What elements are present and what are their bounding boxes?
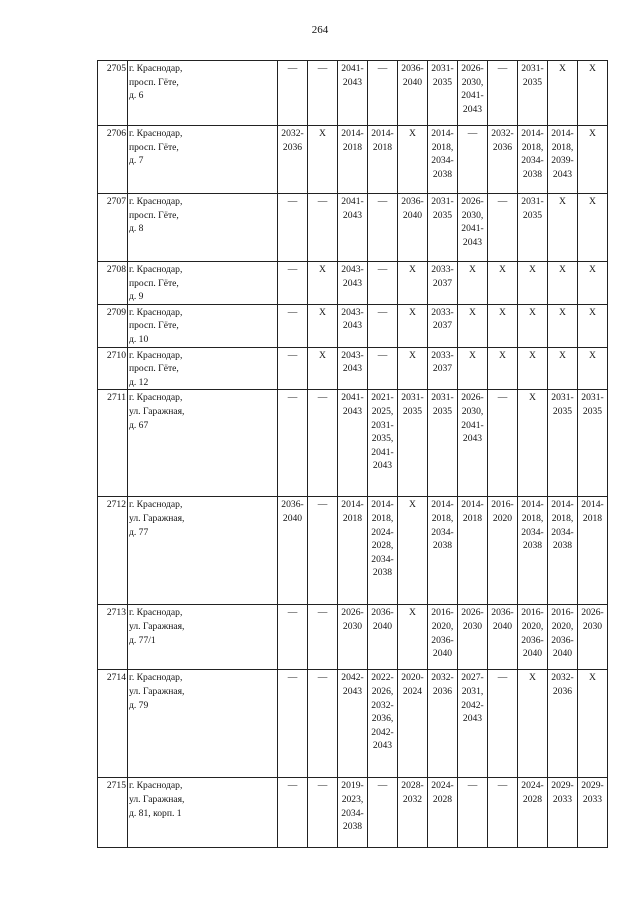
period-cell: — bbox=[488, 194, 518, 262]
period-cell: X bbox=[458, 347, 488, 390]
period-cell: 2032- 2036 bbox=[488, 126, 518, 194]
period-cell: 2031- 2035 bbox=[518, 61, 548, 126]
period-cell: X bbox=[578, 194, 608, 262]
period-cell: — bbox=[488, 778, 518, 848]
table-row bbox=[98, 61, 608, 126]
period-cell: X bbox=[488, 304, 518, 347]
period-cell: X bbox=[518, 390, 548, 497]
period-cell: 2033- 2037 bbox=[428, 304, 458, 347]
period-cell: 2029- 2033 bbox=[548, 778, 578, 848]
period-cell: 2042- 2043 bbox=[338, 670, 368, 778]
period-cell: 2016- 2020, 2036- 2040 bbox=[518, 605, 548, 670]
row-number: 2707 bbox=[98, 194, 128, 262]
row-number: 2715 bbox=[98, 778, 128, 848]
period-cell: 2014- 2018, 2034- 2038 bbox=[548, 497, 578, 605]
period-cell: 2014- 2018, 2034- 2038 bbox=[428, 497, 458, 605]
period-cell: 2016- 2020, 2036- 2040 bbox=[548, 605, 578, 670]
address-cell: г. Краснодар, ул. Гаражная, д. 79 bbox=[128, 670, 278, 778]
period-cell: — bbox=[308, 497, 338, 605]
row-number: 2709 bbox=[98, 304, 128, 347]
period-cell: — bbox=[278, 304, 308, 347]
period-cell: 2031- 2035 bbox=[548, 390, 578, 497]
period-cell: — bbox=[368, 61, 398, 126]
row-number: 2711 bbox=[98, 390, 128, 497]
period-cell: — bbox=[368, 304, 398, 347]
period-cell: 2024- 2028 bbox=[518, 778, 548, 848]
period-cell: 2014- 2018, 2034- 2038 bbox=[518, 497, 548, 605]
schedule-table bbox=[97, 60, 608, 848]
period-cell: 2036- 2040 bbox=[488, 605, 518, 670]
period-cell: 2031- 2035 bbox=[428, 390, 458, 497]
address-cell: г. Краснодар, просп. Гёте, д. 7 bbox=[128, 126, 278, 194]
address-cell: г. Краснодар, ул. Гаражная, д. 77 bbox=[128, 497, 278, 605]
period-cell: — bbox=[368, 778, 398, 848]
period-cell: — bbox=[308, 390, 338, 497]
period-cell: X bbox=[398, 126, 428, 194]
period-cell: 2026- 2030, 2041- 2043 bbox=[458, 390, 488, 497]
period-cell: — bbox=[488, 390, 518, 497]
period-cell: X bbox=[398, 347, 428, 390]
period-cell: X bbox=[548, 347, 578, 390]
period-cell: 2014- 2018 bbox=[578, 497, 608, 605]
period-cell: 2027- 2031, 2042- 2043 bbox=[458, 670, 488, 778]
address-cell: г. Краснодар, просп. Гёте, д. 10 bbox=[128, 304, 278, 347]
period-cell: 2029- 2033 bbox=[578, 778, 608, 848]
address-cell: г. Краснодар, просп. Гёте, д. 6 bbox=[128, 61, 278, 126]
period-cell: X bbox=[458, 262, 488, 305]
period-cell: 2026- 2030 bbox=[458, 605, 488, 670]
row-number: 2708 bbox=[98, 262, 128, 305]
period-cell: X bbox=[398, 497, 428, 605]
period-cell: 2041- 2043 bbox=[338, 61, 368, 126]
table-row bbox=[98, 497, 608, 605]
period-cell: X bbox=[548, 194, 578, 262]
address-cell: г. Краснодар, ул. Гаражная, д. 81, корп. 1 bbox=[128, 778, 278, 848]
period-cell: 2014- 2018, 2039- 2043 bbox=[548, 126, 578, 194]
period-cell: 2019- 2023, 2034- 2038 bbox=[338, 778, 368, 848]
period-cell: — bbox=[278, 778, 308, 848]
row-number: 2712 bbox=[98, 497, 128, 605]
period-cell: X bbox=[548, 61, 578, 126]
period-cell: X bbox=[398, 262, 428, 305]
table-row bbox=[98, 304, 608, 347]
period-cell: 2020- 2024 bbox=[398, 670, 428, 778]
row-number: 2713 bbox=[98, 605, 128, 670]
period-cell: 2016- 2020 bbox=[488, 497, 518, 605]
period-cell: — bbox=[308, 605, 338, 670]
period-cell: — bbox=[368, 347, 398, 390]
row-number: 2710 bbox=[98, 347, 128, 390]
table-row bbox=[98, 262, 608, 305]
period-cell: — bbox=[368, 262, 398, 305]
period-cell: 2014- 2018, 2034- 2038 bbox=[428, 126, 458, 194]
period-cell: 2014- 2018 bbox=[458, 497, 488, 605]
period-cell: — bbox=[488, 61, 518, 126]
table-row bbox=[98, 670, 608, 778]
period-cell: 2032- 2036 bbox=[278, 126, 308, 194]
period-cell: — bbox=[278, 194, 308, 262]
period-cell: 2031- 2035 bbox=[518, 194, 548, 262]
period-cell: X bbox=[578, 304, 608, 347]
period-cell: 2014- 2018 bbox=[338, 497, 368, 605]
period-cell: — bbox=[308, 61, 338, 126]
period-cell: 2033- 2037 bbox=[428, 347, 458, 390]
period-cell: 2026- 2030, 2041- 2043 bbox=[458, 194, 488, 262]
address-cell: г. Краснодар, просп. Гёте, д. 8 bbox=[128, 194, 278, 262]
period-cell: 2031- 2035 bbox=[398, 390, 428, 497]
period-cell: — bbox=[308, 670, 338, 778]
period-cell: 2032- 2036 bbox=[428, 670, 458, 778]
period-cell: 2043- 2043 bbox=[338, 262, 368, 305]
period-cell: 2026- 2030, 2041- 2043 bbox=[458, 61, 488, 126]
period-cell: X bbox=[488, 347, 518, 390]
period-cell: X bbox=[578, 126, 608, 194]
period-cell: 2036- 2040 bbox=[278, 497, 308, 605]
period-cell: X bbox=[518, 347, 548, 390]
period-cell: X bbox=[398, 304, 428, 347]
period-cell: 2022- 2026, 2032- 2036, 2042- 2043 bbox=[368, 670, 398, 778]
period-cell: 2043- 2043 bbox=[338, 347, 368, 390]
period-cell: — bbox=[278, 347, 308, 390]
table-row bbox=[98, 605, 608, 670]
table-row bbox=[98, 778, 608, 848]
row-number: 2705 bbox=[98, 61, 128, 126]
address-cell: г. Краснодар, просп. Гёте, д. 12 bbox=[128, 347, 278, 390]
period-cell: 2014- 2018, 2024- 2028, 2034- 2038 bbox=[368, 497, 398, 605]
period-cell: X bbox=[518, 262, 548, 305]
period-cell: X bbox=[308, 347, 338, 390]
period-cell: X bbox=[578, 61, 608, 126]
period-cell: X bbox=[488, 262, 518, 305]
period-cell: X bbox=[548, 262, 578, 305]
period-cell: — bbox=[278, 390, 308, 497]
period-cell: — bbox=[308, 778, 338, 848]
address-cell: г. Краснодар, ул. Гаражная, д. 67 bbox=[128, 390, 278, 497]
period-cell: — bbox=[278, 262, 308, 305]
period-cell: 2024- 2028 bbox=[428, 778, 458, 848]
period-cell: 2014- 2018 bbox=[338, 126, 368, 194]
period-cell: 2036- 2040 bbox=[368, 605, 398, 670]
period-cell: — bbox=[488, 670, 518, 778]
period-cell: X bbox=[518, 304, 548, 347]
period-cell: 2036- 2040 bbox=[398, 194, 428, 262]
period-cell: 2032- 2036 bbox=[548, 670, 578, 778]
table-row bbox=[98, 390, 608, 497]
page-number: 264 bbox=[311, 24, 329, 36]
period-cell: X bbox=[578, 262, 608, 305]
period-cell: 2014- 2018 bbox=[368, 126, 398, 194]
address-cell: г. Краснодар, просп. Гёте, д. 9 bbox=[128, 262, 278, 305]
period-cell: X bbox=[578, 670, 608, 778]
period-cell: X bbox=[458, 304, 488, 347]
period-cell: — bbox=[458, 778, 488, 848]
period-cell: — bbox=[278, 605, 308, 670]
row-number: 2714 bbox=[98, 670, 128, 778]
period-cell: 2014- 2018, 2034- 2038 bbox=[518, 126, 548, 194]
period-cell: X bbox=[308, 304, 338, 347]
table-row bbox=[98, 194, 608, 262]
table-row bbox=[98, 126, 608, 194]
period-cell: 2028- 2032 bbox=[398, 778, 428, 848]
period-cell: 2041- 2043 bbox=[338, 390, 368, 497]
period-cell: X bbox=[578, 347, 608, 390]
period-cell: X bbox=[308, 262, 338, 305]
period-cell: 2026- 2030 bbox=[578, 605, 608, 670]
period-cell: — bbox=[458, 126, 488, 194]
period-cell: X bbox=[398, 605, 428, 670]
period-cell: 2031- 2035 bbox=[578, 390, 608, 497]
period-cell: 2033- 2037 bbox=[428, 262, 458, 305]
period-cell: — bbox=[368, 194, 398, 262]
period-cell: 2041- 2043 bbox=[338, 194, 368, 262]
row-number: 2706 bbox=[98, 126, 128, 194]
period-cell: — bbox=[308, 194, 338, 262]
table-row bbox=[98, 347, 608, 390]
period-cell: 2026- 2030 bbox=[338, 605, 368, 670]
period-cell: — bbox=[278, 61, 308, 126]
period-cell: 2016- 2020, 2036- 2040 bbox=[428, 605, 458, 670]
period-cell: 2021- 2025, 2031- 2035, 2041- 2043 bbox=[368, 390, 398, 497]
period-cell: — bbox=[278, 670, 308, 778]
period-cell: 2031- 2035 bbox=[428, 61, 458, 126]
address-cell: г. Краснодар, ул. Гаражная, д. 77/1 bbox=[128, 605, 278, 670]
period-cell: X bbox=[518, 670, 548, 778]
period-cell: 2036- 2040 bbox=[398, 61, 428, 126]
period-cell: 2031- 2035 bbox=[428, 194, 458, 262]
period-cell: 2043- 2043 bbox=[338, 304, 368, 347]
period-cell: X bbox=[548, 304, 578, 347]
period-cell: X bbox=[308, 126, 338, 194]
